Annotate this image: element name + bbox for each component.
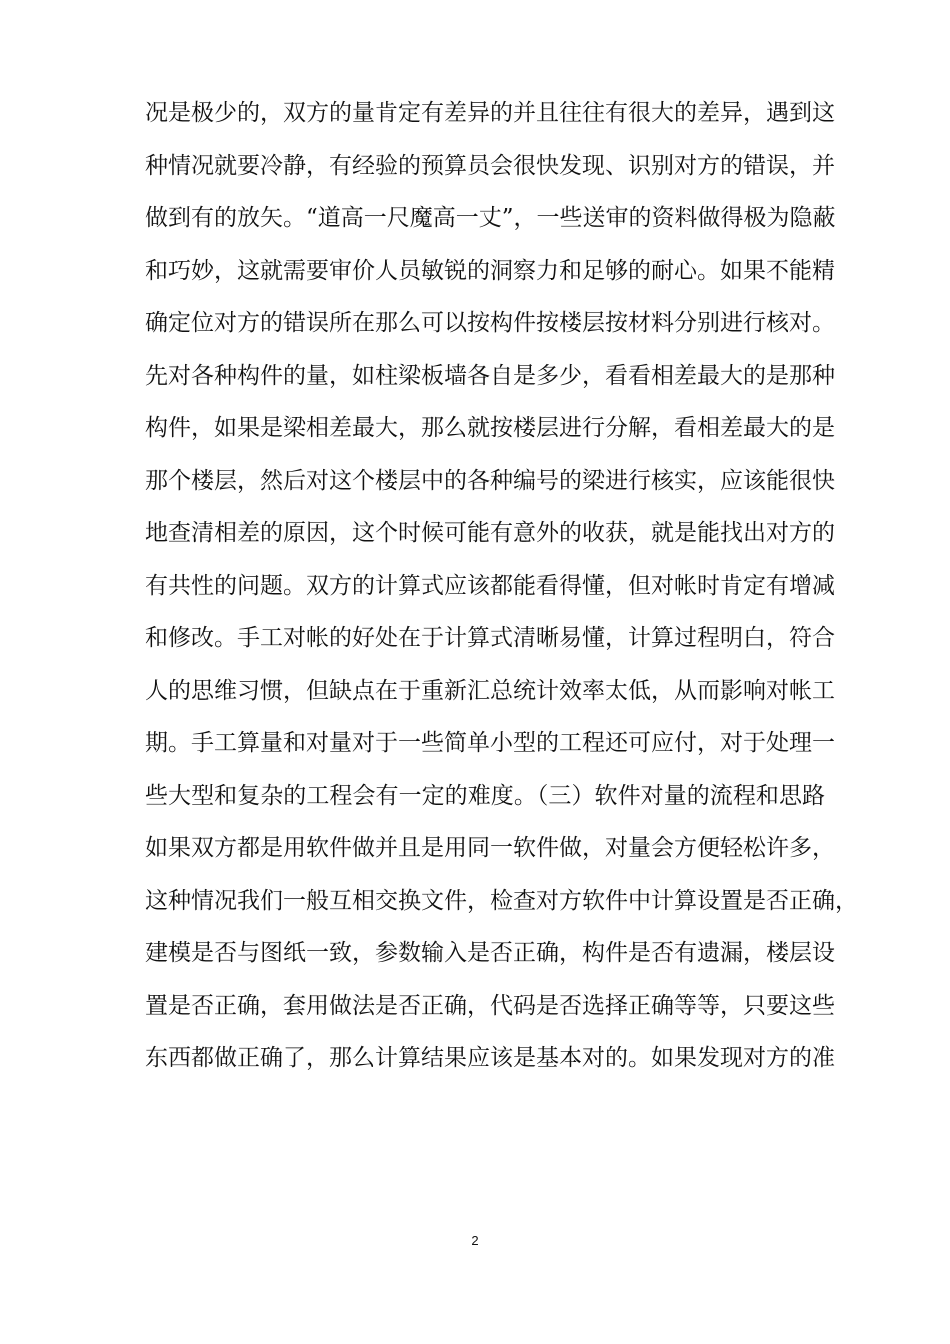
text-line: 那个楼层，然后对这个楼层中的各种编号的梁进行核实，应该能很快 <box>145 467 835 494</box>
text-line: 有共性的问题。双方的计算式应该都能看得懂，但对帐时肯定有增减 <box>145 572 835 599</box>
text-line: 况是极少的，双方的量肯定有差异的并且往往有很大的差异，遇到这 <box>145 100 835 126</box>
text-line: 期。手工算量和对量对于一些简单小型的工程还可应付，对于处理一 <box>145 730 835 756</box>
text-line: 种情况就要冷静，有经验的预算员会很快发现、识别对方的错误，并 <box>145 152 835 179</box>
text-line: 做到有的放矢。“道高一尺魔高一丈”，一些送审的资料做得极为隐蔽 <box>145 205 836 231</box>
text-line: 构件，如果是梁相差最大，那么就按楼层进行分解，看相差最大的是 <box>145 415 835 441</box>
text-line: 人的思维习惯，但缺点在于重新汇总统计效率太低，从而影响对帐工 <box>145 677 835 704</box>
text-line: 和修改。手工对帐的好处在于计算式清晰易懂，计算过程明白，符合 <box>145 625 835 651</box>
text-line: 先对各种构件的量，如柱梁板墙各自是多少，看看相差最大的是那种 <box>145 362 835 389</box>
page-number: 2 <box>471 1233 479 1248</box>
text-line: 东西都做正确了，那么计算结果应该是基本对的。如果发现对方的准 <box>145 1045 835 1071</box>
text-line: 建模是否与图纸一致，参数输入是否正确，构件是否有遗漏，楼层设 <box>145 940 835 966</box>
text-line: 和巧妙，这就需要审价人员敏锐的洞察力和足够的耐心。如果不能精 <box>145 257 835 284</box>
text-line: 确定位对方的错误所在那么可以按构件按楼层按材料分别进行核对。 <box>145 310 835 336</box>
text-line: 置是否正确，套用做法是否正确，代码是否选择正确等等，只要这些 <box>145 992 835 1019</box>
body-text <box>145 91 858 1089</box>
text-line: 如果双方都是用软件做并且是用同一软件做，对量会方便轻松许多， <box>145 835 835 861</box>
text-line: 地查清相差的原因，这个时候可能有意外的收获，就是能找出对方的 <box>145 520 835 546</box>
text-line: 这种情况我们一般互相交换文件，检查对方软件中计算设置是否正确， <box>145 887 858 914</box>
text-line: 些大型和复杂的工程会有一定的难度。（三）软件对量的流程和思路 <box>145 782 825 809</box>
